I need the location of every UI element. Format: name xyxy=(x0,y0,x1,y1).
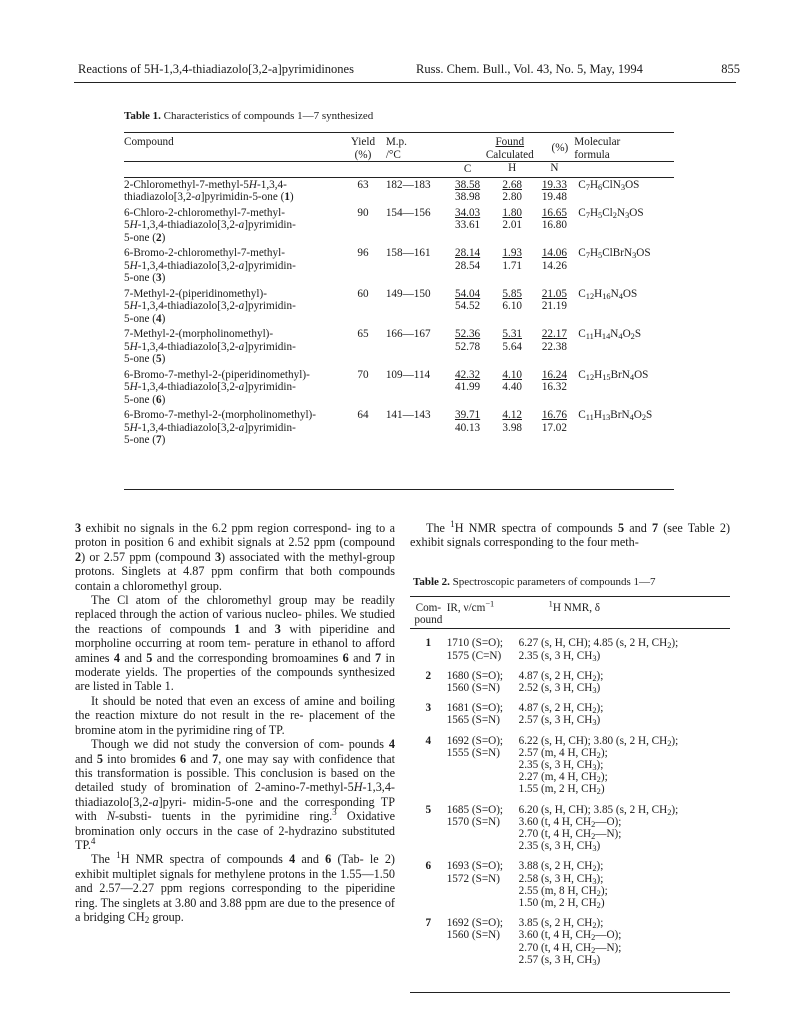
paragraph: The $^1$H NMR spectra of compounds 4 and 6 (Tab- le 2) exhibit multiplet signals for methylene protons in the 1.55—1.50 and 2.57—2.27 ppm regions corresponding to the piperidine ring. The singlets at 3.80 and 3.88 ppm are due to the presence of a bridging $CH_2$ group. xyxy=(75,850,395,925)
paragraph: Though we did not study the conversion of com- pounds 4 and 5 into bromides 6 and 7, one may say with confidence that this transformation is possible. This conclusion is based on the detailed study of bromination of 2-amino-7-methyl-5H-1,3,4-thiadiazolo[3,2-a]pyri- midin-5-one and the corresponding TP with N-substi- tuents in the pyrimidine ring.$^3$ Oxidative bromination only occurs in the case of 2-hydrazino substituted TP.$^4$ xyxy=(75,737,395,852)
cell2-ir: 1685 (S=O); 1570 (S=N) xyxy=(446,803,504,828)
table1-label: Table 1. xyxy=(124,110,161,122)
table2-body xyxy=(410,629,730,966)
table2-label: Table 2. xyxy=(413,576,450,588)
table2-row xyxy=(410,637,730,661)
cell-formula: $C_{11}H_{14}N_4O_2S$ xyxy=(578,328,642,341)
table1-body xyxy=(124,177,674,449)
cell-formula: $C_7H_6ClN_3OS$ xyxy=(578,178,640,192)
table1-caption xyxy=(124,110,373,122)
table1-row xyxy=(124,368,674,409)
cell2-nmr: 4.87 (s, 2 H, $CH_2$); 2.52 (s, 3 H, $CH_3$) xyxy=(518,669,604,696)
cell-n: 16.76 17.02 xyxy=(541,409,567,434)
cell2-ir: 1692 (S=O); 1560 (S=N) xyxy=(446,917,504,942)
cell2-ir: 1692 (S=O); 1555 (S=N) xyxy=(446,734,504,759)
cell-compound: 6-Bromo-7-methyl-2-(morpholinomethyl)- 5H-1,3,4-thiadiazolo[3,2-a]pyrimidin- 5-one (7) xyxy=(124,409,317,446)
cell-n: 22.17 22.38 xyxy=(541,328,567,353)
table1-row xyxy=(124,287,674,328)
cell-yield: 65 xyxy=(357,328,369,340)
cell-yield: 90 xyxy=(357,206,369,219)
cell2-id: 6 xyxy=(425,860,432,873)
cell-n: 21.05 21.19 xyxy=(541,287,567,312)
header-rule xyxy=(74,82,736,83)
cell2-id: 3 xyxy=(425,702,432,715)
table2-row xyxy=(410,860,730,909)
cell-h: 1.93 1.71 xyxy=(502,247,522,272)
cell2-ir: 1680 (S=O); 1560 (S=N) xyxy=(446,669,504,695)
table1-bottom-rule xyxy=(124,489,674,490)
table1-row xyxy=(124,327,674,368)
table1-row xyxy=(124,206,674,247)
table1-caption-text: Characteristics of compounds 1—7 synthesized xyxy=(163,110,374,122)
table2-top-rule xyxy=(410,596,730,597)
cell2-ir: 1710 (S=O); 1575 (C=N) xyxy=(446,637,504,662)
cell2-ir: 1681 (S=O); 1565 (S=N) xyxy=(446,702,504,727)
cell2-nmr: 6.22 (s, H, CH); 3.80 (s, 2 H, $CH_2$); 2.57 (m, 4 H, $CH_2$); 2.35 (s, 3 H, $CH_3$); 2.27 (m, 4 H, $CH_2$); 1.55 (m, 2 H, $CH_2$) xyxy=(518,734,679,797)
cell2-nmr: 3.85 (s, 2 H, $CH_2$); 3.60 (t, 4 H, $CH_2—O$); 2.70 (t, 4 H, $CH_2—N$); 2.57 (s, 3 H, $CH_3$) xyxy=(518,917,622,967)
cell-c: 38.58 38.98 xyxy=(454,178,481,203)
cell-mp: 149—150 xyxy=(385,287,431,300)
table2-caption-text: Spectroscopic parameters of compounds 1—7 xyxy=(452,576,656,588)
cell-c: 39.71 40.13 xyxy=(454,409,481,434)
table2-row xyxy=(410,804,730,853)
table1-row xyxy=(124,408,674,449)
cell-c: 52.36 52.78 xyxy=(454,328,481,353)
cell-h: 4.10 4.40 xyxy=(502,368,522,393)
paragraph: It should be noted that even an excess of amine and boiling the reaction mixture do not result in the re- placement of the bromine atom in the pyrimidine ring of TP. xyxy=(75,693,395,737)
th-found-calc: Found Calculated (%) xyxy=(485,136,569,161)
header-journal: Russ. Chem. Bull., Vol. 43, No. 5, May, 1994 xyxy=(416,62,643,76)
table2 xyxy=(410,599,730,967)
table1 xyxy=(124,136,674,449)
cell-c: 34.03 33.61 xyxy=(454,206,481,231)
cell2-id: 5 xyxy=(425,803,432,816)
header-title: Reactions of 5H-1,3,4-thiadiazolo[3,2-a]pyrimidinones xyxy=(78,62,354,76)
cell-mp: 158—161 xyxy=(385,247,431,259)
cell-h: 5.31 5.64 xyxy=(502,328,522,353)
th2-nmr: $^1$H NMR, δ xyxy=(548,599,601,614)
cell-c: 28.14 28.54 xyxy=(454,247,481,272)
cell-n: 16.65 16.80 xyxy=(541,206,567,231)
cell-formula: $C_{11}H_{13}BrN_4O_2S$ xyxy=(578,409,653,422)
cell-compound: 6-Chloro-2-chloromethyl-7-methyl- 5H-1,3,4-thiadiazolo[3,2-a]pyrimidin- 5-one (2) xyxy=(124,206,296,244)
cell-yield: 63 xyxy=(357,178,369,191)
cell-yield: 64 xyxy=(357,409,369,421)
running-header xyxy=(70,62,740,80)
cell-formula: $C_7H_5ClBrN_3OS$ xyxy=(578,247,651,260)
th2-ir: IR, $\nu/cm^{-1}$ xyxy=(446,599,495,614)
cell-n: 14.06 14.26 xyxy=(541,247,567,272)
th-mp: M.p. /°C xyxy=(385,136,407,161)
table2-row xyxy=(410,735,730,796)
right-column-text xyxy=(410,518,730,550)
cell-h: 5.85 6.10 xyxy=(502,287,522,312)
cell-yield: 96 xyxy=(357,247,369,259)
th-h: H xyxy=(508,162,517,174)
cell2-nmr: 6.27 (s, H, CH); 4.85 (s, 2 H, $CH_2$); 2.35 (s, 3 H, $CH_3$) xyxy=(518,637,679,663)
table2-caption xyxy=(413,576,655,588)
cell-formula: $C_{12}H_{16}N_4OS$ xyxy=(578,287,638,301)
cell2-id: 7 xyxy=(425,917,432,930)
cell2-id: 1 xyxy=(425,637,432,650)
cell2-nmr: 4.87 (s, 2 H, $CH_2$); 2.57 (s, 3 H, $CH_3$) xyxy=(518,702,604,728)
left-column-text xyxy=(75,521,395,924)
cell-h: 4.12 3.98 xyxy=(502,409,522,434)
cell-c: 54.04 54.52 xyxy=(454,287,481,312)
cell-h: 1.80 2.01 xyxy=(502,206,522,231)
paragraph: 3 exhibit no signals in the 6.2 ppm region correspond- ing to a proton in position 6 and exhibit signals at 2.52 ppm (compound 2) or 2.57 ppm (compound 3) associated with the methyl-group protons. Singlets at 4.87 ppm confirm that both compounds contain a chloromethyl group. xyxy=(75,521,395,593)
cell-mp: 154—156 xyxy=(385,206,431,219)
cell-n: 19.33 19.48 xyxy=(541,178,567,203)
cell-mp: 109—114 xyxy=(385,368,431,381)
cell-c: 42.32 41.99 xyxy=(454,368,481,393)
cell-yield: 60 xyxy=(357,287,369,300)
th2-compound: Com- pound xyxy=(414,602,443,627)
th-compound: Compound xyxy=(124,136,174,148)
page-number: 855 xyxy=(721,62,740,76)
right-paragraph: The $^1$H NMR spectra of compounds 5 and 7 (see Table 2) exhibit signals corresponding to the four meth- xyxy=(410,518,730,550)
cell-mp: 141—143 xyxy=(385,409,431,421)
cell2-ir: 1693 (S=O); 1572 (S=N) xyxy=(446,860,504,885)
th-n: N xyxy=(550,162,559,174)
cell-mp: 182—183 xyxy=(385,178,431,191)
cell2-nmr: 6.20 (s, H, CH); 3.85 (s, 2 H, $CH_2$); 3.60 (t, 4 H, $CH_2—O$); 2.70 (t, 4 H, $CH_2—N$); 2.35 (s, 3 H, $CH_3$) xyxy=(518,803,679,854)
cell-compound: 6-Bromo-2-chloromethyl-7-methyl- 5H-1,3,4-thiadiazolo[3,2-a]pyrimidin- 5-one (3) xyxy=(124,247,296,284)
table1-row xyxy=(124,246,674,287)
th-c: C xyxy=(463,163,472,175)
cell-compound: 2-Chloromethyl-7-methyl-5H-1,3,4- thiadiazolo[3,2-a]pyrimidin-5-one (1) xyxy=(124,178,294,203)
cell2-id: 4 xyxy=(425,734,432,747)
cell2-id: 2 xyxy=(425,669,432,682)
cell-mp: 166—167 xyxy=(385,328,431,340)
cell-compound: 7-Methyl-2-(piperidinomethyl)- 5H-1,3,4-thiadiazolo[3,2-a]pyrimidin- 5-one (4) xyxy=(124,287,296,325)
cell-formula: $C_7H_5Cl_2N_3OS$ xyxy=(578,206,644,220)
table2-bottom-rule xyxy=(410,992,730,993)
cell-n: 16.24 16.32 xyxy=(541,368,567,393)
th-yield: Yield (%) xyxy=(350,136,376,161)
table1-row xyxy=(124,177,674,206)
paragraph: The Cl atom of the chloromethyl group may be readily replaced through the action of various nucleo- philes. We studied the reactions of compounds 1 and 3 with piperidine and morpholine occurring at room tem- perature in ethanol to afford amines 4 and 5 and the corresponding bromoamines 6 and 7 in moderate yields. The properties of the compounds synthesized are listed in Table 1. xyxy=(75,593,395,694)
table2-row xyxy=(410,917,730,966)
cell-compound: 6-Bromo-7-methyl-2-(piperidinomethyl)- 5H-1,3,4-thiadiazolo[3,2-a]pyrimidin- 5-one (6) xyxy=(124,368,310,406)
table1-top-rule xyxy=(124,132,674,133)
table2-row xyxy=(410,702,730,726)
cell2-nmr: 3.88 (s, 2 H, $CH_2$); 2.58 (s, 3 H, $CH_3$); 2.55 (m, 8 H, $CH_2$); 1.50 (m, 2 H, $CH_2$) xyxy=(518,860,608,911)
th-formula: Molecular formula xyxy=(574,136,621,161)
cell-h: 2.68 2.80 xyxy=(502,178,522,203)
cell-yield: 70 xyxy=(357,368,369,381)
cell-compound: 7-Methyl-2-(morpholinomethyl)- 5H-1,3,4-thiadiazolo[3,2-a]pyrimidin- 5-one (5) xyxy=(124,328,296,365)
cell-formula: $C_{12}H_{15}BrN_4OS$ xyxy=(578,368,649,382)
table2-row xyxy=(410,670,730,694)
